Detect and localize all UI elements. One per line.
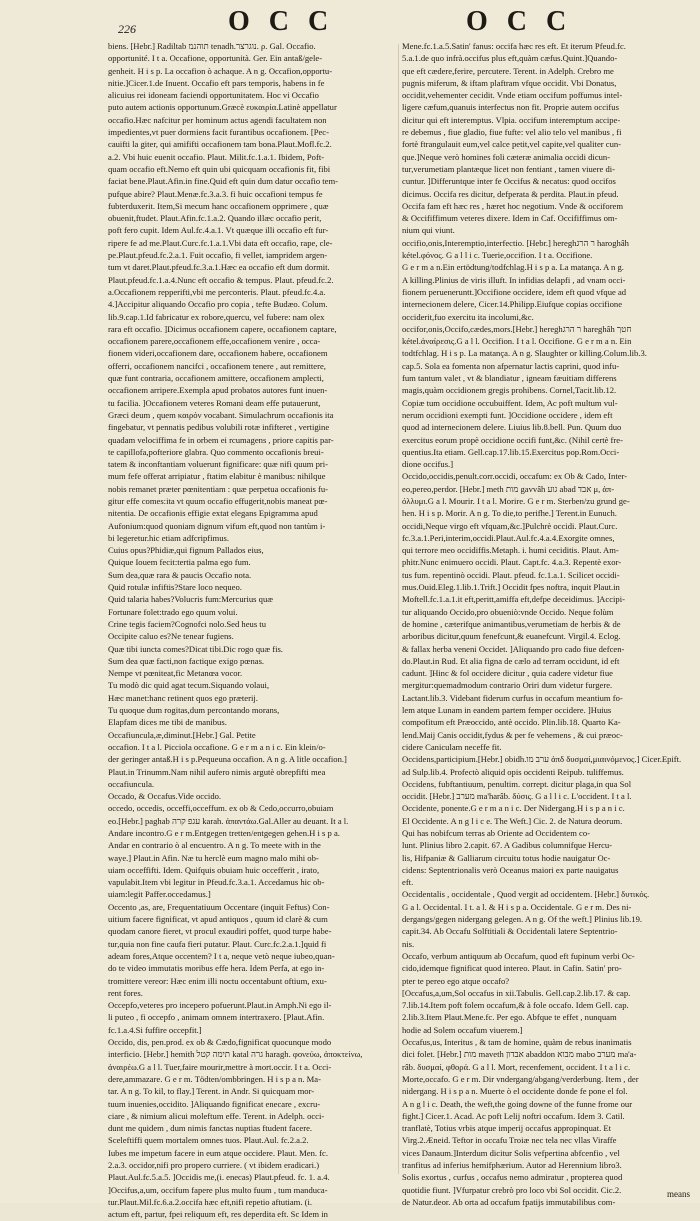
text-line: kétel.ἀναίρεσις.G a l l. Occifion. I t a l. Occifione. G e r m a n. Ein: [402, 336, 632, 347]
text-line: cido,idemque fignificat quod intereo. Plaut. in Cafin. Satin' pro-: [402, 963, 622, 974]
text-line: occifio,onis,Interemptio,interfectio. [Hebr.] hereghר הרג haroghâh: [402, 237, 629, 248]
text-line: râb. δυσμαί, φθορά. G a l l. Mort, recenfement, occident. I t a l i c.: [402, 1061, 631, 1072]
text-line: Lactant.lib.3. Videbant fiderum curfus in occafum meantium fo-: [402, 692, 623, 703]
text-line: dunt me quidem , dum nimis fanctas nuptias ftudent facere.: [108, 1123, 313, 1134]
text-line: El Occidente. A n g l i c e. The Weft.] Cic. 2. de Natura deorum.: [402, 815, 623, 826]
text-line: dicimus. Occifa res dicitur, defperata & perdita. Plaut.in pfeud.: [402, 188, 619, 199]
text-line: tur,quia non fine caufa fieri putatur. Plaut. Curc.fc.2.a.1.]quid fi: [108, 938, 327, 949]
text-line: fight.] Cicer.1. Acad. Ac poft Lelij noftri occafum. Idem 3. Catil.: [402, 1110, 625, 1121]
text-line: fortè ftrangulauit eum,vel calce petit,vel capite,vel qualiter cun-: [402, 139, 622, 150]
catchword: means: [667, 1189, 690, 1199]
text-line: eo,pereo,perdor. [Hebr.] meth מות gavvâh גוע abad אבד μ, ἀπ-: [402, 483, 615, 494]
page-number: 226: [118, 22, 136, 36]
text-line: Quid rotulæ infiftis?Stare loco nequeo.: [108, 582, 242, 593]
text-line: hodie ad Solem occafum viuerem.]: [402, 1024, 523, 1035]
text-line: eo.[Hebr.] paghab עגפ קרה karah. ἀπαντάω.Gal.Aller au deuant. It a l.: [108, 815, 349, 826]
text-line: lib.9.cap.1.Id fabricatur ex robore,quercu, vel fubere: nam olex: [108, 311, 325, 322]
text-line: Qui has nobifcum terras ab Oriente ad Occidentem co-: [402, 828, 591, 838]
text-line: fubterduxerit. Item,Si mecum hanc occafionem opprimere , quæ: [108, 200, 329, 211]
text-line: Moftell.fc.1.a.1.it eft,peritt,amiffa eft,defpe deceidimus. ]Accipi-: [402, 594, 625, 605]
text-line: A killing.Plinius de viris illuft. In infidias delapfi , ad vnam occi-: [402, 274, 626, 285]
text-line: fingebatur, vt pennatis pedibus volubili rotæ infifteret , vertigine: [108, 422, 330, 433]
text-line: occiderit,fuo exercitu ita incolumi,&c.: [402, 311, 534, 322]
text-line: que.]Neque verò homines foli cæteræ animalia occidi dicun-: [402, 151, 611, 162]
text-line: pter te pereo ego atque occafo?: [402, 975, 510, 986]
text-line: dergangs/gegen nidergang gelegen. A n g. Of the weft.] Plinius lib.19.: [402, 914, 643, 925]
text-line: tur.Plaut.Mil.fc.6.a.2.occifa hæc eft,nifi repetio aftutiam. (i.: [108, 1196, 313, 1207]
text-line: quodam canore fieret, vt procul exaudiri poffet, quod turpe habe-: [108, 926, 332, 937]
text-line: occidit. [Hebr.] מערב ma'harâb. δύσις. G a l l i c. L'occident. I t a l.: [402, 791, 632, 802]
text-line: Iubes me impetum facere in eum atque occidere. Plaut. Men. fc.: [108, 1147, 329, 1158]
text-line: Occipite caluo es?Ne tenear fugiens.: [108, 631, 234, 642]
text-line: occafio.Hæc nafcitur per hominum actus agendi facultatem non: [108, 114, 327, 125]
text-line: Occido, dis, pen.prod. ex ob & Cædo,fignificat quocunque modo: [108, 1037, 332, 1048]
text-line: tromittere vereor: Hæc enim illi noctu occentabunt oftium, exu-: [108, 975, 327, 986]
text-line: exercitus eorum propè occidione occifi funt,&c. (Nihil certè fre-: [402, 434, 623, 445]
text-line: quæ funt contraria, occafionem amittere, occafionem amplecti,: [108, 373, 324, 384]
text-line: quentius.Ita etiam. Gell.cap.17.lib.15.Exercitus pop.Rom.Occi-: [402, 446, 620, 457]
text-line: a.Occafionem repperifti,vbi me perconteris. Plaut. pfeud.fc.4.a.: [108, 286, 326, 297]
text-line: occafionem parere,occafionem effe,occafionem venire , occa-: [108, 336, 321, 347]
text-line: puto autem actionis opportunum.Græcè ευκαιρία.Latinè appellatur: [108, 102, 337, 113]
text-line: Elapfam dices me tibi de manibus.: [108, 717, 227, 728]
text-line: ciare , & nimium alicui moleftum effe. Terent. in Adelph. occi-: [108, 1110, 325, 1121]
text-line: tu facilia. ]Occafionem veteres Romani deam effe putauerunt,: [108, 397, 321, 408]
text-line: 7.lib.14.Item poft folem occafum,& à fole occafo. Idem Gell. cap.: [402, 1000, 629, 1011]
text-line: cap.5. Sola ea fomenta non afpernatur lactis caprini, quod infu-: [402, 360, 620, 371]
text-line: mum fefe offerat arripiatur , ftatim elabitur è manibus: nihilque: [108, 471, 326, 482]
text-line: nitentia. De occafionis effigie extat elegans Epigramma apud: [108, 508, 318, 519]
text-line: phitr.Nunc enimuero occidi. Plaut. Capt.fc. 4.a.3. Repentè exor-: [402, 557, 622, 568]
text-line: lem atque Lunam in eandem partem femper occidere. ]Huius: [402, 705, 612, 716]
text-line: adeam fores,Atque occentem? I t a, neque vetò neque iubeo,quan-: [108, 950, 335, 961]
text-line: offerri, occafionem nancifci , occafionem tenere , aut remittere,: [108, 360, 326, 371]
text-line: tar. A n g. To kil, to flay.] Terent. in Andr. Si quicquam mor-: [108, 1086, 315, 1097]
text-line: occafionem arripere.Exempla apud probatos autores funt inuen-: [108, 385, 328, 396]
text-line: occifor,onis,Occifo,cædes,mors.[Hebr.] hereghר הרג hareghâh חטך: [402, 323, 632, 334]
text-line: nobis remanet præter pœnitentiam : quæ perpetua occafionis fu-: [108, 483, 329, 494]
text-line: gitur effe comes:ita vt quum occafio effugerit,nobis maneat pœ-: [108, 495, 328, 506]
text-line: cidens: Septentrionalis verò Oceanus maiori ex parte nauigatus: [402, 864, 619, 875]
text-line: do te video immutatis moribus effe hera. Idem Perfa, at ego in-: [108, 963, 325, 974]
text-line: & Occififfimum veteres dixere. Idem in Caf. Occififfimus om-: [402, 213, 618, 224]
text-line: & fallax herba veneni Occidet. ]Aliquando pro cado fiue defcen-: [402, 643, 625, 654]
text-line: lend.Maij Canis occidit,fydus & per fe vehemens , & cui præoc-: [402, 729, 623, 740]
text-line: faciat bene.Plaut.Afin.in fine.Quid eft quin dum datur occafio tem-: [108, 176, 339, 187]
text-line: rara eft occafio. ]Dicimus occafionem capere, occafionem captare,: [108, 323, 337, 334]
text-line: qui terrore meo occidiffis.Metaph. i. humi ceciditis. Plaut. Am-: [402, 545, 619, 556]
text-line: fc.1.a.4.Si fuffire occepfit.]: [108, 1024, 202, 1035]
text-line: Occidentalis , occidentale , Quod vergit ad occidentem. [Hebr.] δυτικός.: [402, 889, 650, 900]
text-line: quod ad internecionem delere. Liuius lib.8.bell. Pun. Quum duo: [402, 422, 622, 433]
text-line: Occidens,participium.[Hebr.] obidh.ערב מו ἀπδ δυσμαί,μιαινόμενος.] Cicer.Epift.: [402, 754, 682, 765]
text-line: li puteo , fi occepfo , animam omnem intertraxero. [Plaut.Afin.: [108, 1012, 325, 1023]
text-line: pe.Plaut.pfeud.fc.2.a.1. Fuit occafio, fi vellet, iampridem argen-: [108, 250, 328, 261]
text-line: ]Occifus,a,um, occifum fapere plus multo fuum , tum manduca-: [108, 1184, 328, 1195]
text-line: Plaut.Aul.fc.5.a.5. ]Occidis me,(i. enecas) Plaut.pfeud. fc. 1. a.4.: [108, 1172, 330, 1183]
text-line: [Occafus,a,um,Sol occafus in xii.Tabulis. Gell.cap.2.lib.17. & cap.: [402, 987, 631, 998]
text-line: uiam occeffifti. Idem. Quifquis obuiam huic occefferit , irato,: [108, 864, 320, 875]
text-line: internecionem delere, Cicer.14.Philipp.Eiufque copias occifione: [402, 299, 623, 310]
text-line: Tu quoque dum rogitas,dum percontando morans,: [108, 705, 280, 716]
text-line: bi legeretur.hic etiam adfcripfimus.: [108, 532, 229, 543]
text-line: Virg.2.Æneid. Teftor in occafu Troiæ nec tela nec vllas Viraffe: [402, 1135, 617, 1146]
page-header: [0, 6, 700, 38]
text-line: impedientes,vt puer dormiens facit furantibus occafionem. [Pec-: [108, 127, 329, 138]
text-line: tuum inuenies,occidito. ]Aliquando fignificat enecare , excru-: [108, 1098, 321, 1109]
text-line: capit.34. Ab Occafu Solftitiali & Occidentali latere Septentrio-: [402, 926, 618, 937]
text-line: der geringer antaß.H i s p.Pequeuna occafion. A n g. A litle occafion.]: [108, 754, 347, 765]
text-line: todtfchlag. H i s p. La matança. A n g. Slaughter or killing.Colum.lib.3.: [402, 348, 647, 359]
text-line: Quique Iouem fecit:tertia palma ego fum.: [108, 557, 251, 568]
text-line: cidere Caniculam neceffe fit.: [402, 741, 502, 752]
text-line: dione occifus.]: [402, 459, 454, 470]
text-line: pufque abire? Plaut.Menæ.fc.3.a.3. fi huic occafioni tempus fe: [108, 188, 323, 199]
text-line: Fortunare folet:trado ego quum volui.: [108, 606, 238, 617]
running-head-left: O C C: [228, 6, 335, 37]
text-line: Crine tegis faciem?Cognofci nolo.Sed heus tu: [108, 618, 266, 629]
text-line: 2.a.3. occidor,nifi pro propero curriere. ( vt ibidem eradicari.): [108, 1160, 320, 1171]
text-line: Occidente, ponente.G e r m a n i c. Der Nidergang.H i s p a n i c.: [402, 803, 625, 814]
text-line: Plaut.in Trinumm.Nam nihil aufero nimis argutè obrepfifti mea: [108, 766, 326, 777]
text-line: magis,quàm occidionem gregis prohibens. Cornel,Tacit.lib.12.: [402, 385, 617, 396]
text-line: poft fero cupit. Idem Aul.fc.4.a.1. Vt quæque illi occafio eft fur-: [108, 225, 329, 236]
text-line: Sceleftiffi quem mortalem omnes tuos. Plaut.Aul. fc.2.a.2.: [108, 1135, 309, 1146]
text-line: biens. [Hebr.] Radiltab תוהנמ tenadh.נוגרצר. ρ. Gal. Occafio.: [108, 41, 316, 51]
text-line: Aufonium:quod quoniam dignum vifum eft,quod non tantùm i-: [108, 520, 326, 531]
text-line: obuenit,ftudet. Plaut.Afin.fc.1.a.2. Quando illæc occafio perit,: [108, 213, 322, 224]
text-line: mus.Ouid.Eleg.1.lib.1.Trift.] Occidit fpes noftra, inquit Plaut.in: [402, 582, 620, 593]
text-line: rent fores.: [108, 987, 143, 998]
text-line: tur,verumetiam plantæque licet non fentiant , tamen viuere di-: [402, 163, 615, 174]
text-line: Occado, & Occafus.Vide occido.: [108, 791, 222, 802]
text-line: actum eft, partur, fpei reliquum eft, res deperdita eft. Sc Idem in: [108, 1209, 328, 1220]
text-line: Græci deum , quem καιρόν vocabant. Simulachrum occafionis ita: [108, 409, 334, 420]
text-line: uitium facere fignificat, vt apud antiquos , quum id clarè & cum: [108, 914, 328, 925]
text-line: ad Sulp.lib.4. Profectò aliquid opis occidenti Reipub. tuliffemus.: [402, 766, 624, 777]
text-line: kétel.φόνος. G a l l i c. Tuerie,occifion. I t a. Occifione.: [402, 250, 593, 261]
text-line: Occafus,us, Interitus , & tam de homine, quàm de rebus inanimatis: [402, 1037, 632, 1048]
text-line: a.2. Vbi huic euenit occafio. Plaut. Milit.fc.1.a.1. Ibidem, Poft-: [108, 151, 325, 162]
text-line: occidi,Neque virgo eft vfquam,&c.]Pulchrè occidi. Plaut.Curc.: [402, 520, 618, 531]
text-line: Sum dea,quæ rara & paucis Occafio nota.: [108, 569, 252, 580]
text-line: Morte,occafo. G e r m. Dir vndergang/abgang/verderbung. Item , der: [402, 1073, 639, 1084]
text-line: Plaut.pfeud.fc.1.a.4.Nunc eft occafio & tempus. Plaut. pfeud.fc.2.: [108, 274, 334, 285]
text-line: cadunt. ]Hinc & fol occidere dicitur , quia cadere videtur fiue: [402, 668, 613, 679]
text-line: lis, Hifpaniæ & Galliarum circuitu totus hodie nauigatur Oc-: [402, 852, 611, 863]
text-line: nerum occidioni exempti funt. ]Occidione occidere , idem eft: [402, 409, 613, 420]
text-line: eft.: [402, 877, 414, 888]
text-line: Nempe vt pœniteat,fic Metanœa vocor.: [108, 668, 243, 679]
text-line: tranfitus ad inferius hemifphærium. Autor ad Herennium libro3.: [402, 1160, 622, 1171]
text-line: 2.lib.3.Item Plaut.Mene.fc. Per ego. Abfque te effet , nunquam: [402, 1012, 617, 1023]
text-line: dici folet. [Hebr.] מות maveth אבדון abaddon מבוא mabo מערב ma'a-: [402, 1049, 637, 1060]
text-line: re debemus , fiue gladio, fiue fufte: vel alio telo vel manibus , fi: [402, 127, 622, 138]
text-line: Occento ,as, are, Frequentatiuum Occentare (inquit Feftus) Con-: [108, 901, 330, 912]
text-line: Hæc manet:hanc retinent quos ego præterij.: [108, 692, 258, 703]
text-line: occedo, occedis, occeffi,occeffum. ex ob & Cedo,occurro,obuiam: [108, 803, 334, 814]
text-line: fionem videri,occafionem dare, occafionem habere, occafionem: [108, 348, 328, 359]
text-line: quotidie fiunt. ]Vfurpatur crebrò pro loco vbi Sol occidit. Cic.2.: [402, 1184, 622, 1195]
text-line: occafion. I t a l. Picciola occafione. G e r m a n i c. Ein klein/o-: [108, 741, 326, 752]
text-line: fum tantum valet , vt & blandiatur , igneam fæuitiam differens: [402, 373, 617, 384]
text-line: Occafo, verbum antiquum ab Occafum, quod eft fupinum verbi Oc-: [402, 950, 635, 961]
text-line: Occido,occidis,penult.corr.occidi, occafum: ex Ob & Cado, Inter-: [402, 471, 628, 482]
text-line: Copiæ tum occidione occubuiffent. Idem, Ac poft multum vul-: [402, 397, 618, 408]
text-line: Tu modò dic quid agat tecum.Siquando volaui,: [108, 680, 270, 691]
text-line: quadam velociffima fe in orbem ei rcumagens , priore capitis par-: [108, 434, 334, 445]
text-line: waye.] Plaut.in Afin. Næ tu herclè eum magno malo mihi ob-: [108, 852, 319, 863]
text-line: ligere cæfum,quanuis interfectus non fit. Proprie autem occifus: [402, 102, 619, 113]
text-line: Cuius opus?Phidiæ,qui fignum Pallados eius,: [108, 545, 264, 556]
text-line: G a l. Occidental. I t. a l. & H i s p a. Occidentale. G e r m. Des ni-: [402, 901, 632, 912]
text-line: uiam:legit Paffer.occedamus.]: [108, 889, 211, 900]
text-line: nidergang. H i s p a n. Muerte ò el occidente donde fe pone el fol.: [402, 1086, 628, 1097]
text-line: tum vt daret.Plaut.pfeud.fc.3.a.1.Hæc ea occafio eft dum dormit.: [108, 262, 330, 273]
text-line: dere,ammazare. G e r m. Tödten/ombbringen. H i s p a n. Ma-: [108, 1073, 321, 1084]
text-line: occafiuncula.: [108, 778, 155, 789]
text-line: tranflatè, Totius vrbis atque imperij occafus appropinquat. Et: [402, 1123, 612, 1134]
text-line: Occepfo,veteres pro incepero pofuerunt.Plaut.in Amph.Ni ego il-: [108, 1000, 332, 1011]
text-line: nium qui viunt.: [402, 225, 455, 236]
text-line: te capillofa,pofteriore glabra. Quo commento occafionis breui-: [108, 446, 324, 457]
text-line: hen. H i s p. Morir. A n g. To die,to perifhe.] Terent.in Eunuch.: [402, 508, 617, 519]
text-line: G e r m a n.Ein ertödtung/todfchlag.H i s p a. La matança. A n g.: [402, 262, 624, 273]
text-line: Andare incontro.G e r m.Entgegen tretten/entgegen gehen.H i s p a.: [108, 828, 340, 838]
text-line: 5.a.1.de quo infrà.occifus plus eft,quàm cæfus.Quint.]Quando-: [402, 53, 618, 64]
text-line: Quid talaria habes?Volucris fum:Mercurius quæ: [108, 594, 273, 605]
text-line: compofitum eft Præoccido, antè occido. Plin.lib.18. Quarto Ka-: [402, 717, 621, 728]
text-line: lunt. Plinius libro 2.capit. 67. A Gadibus columnifque Hercu-: [402, 840, 613, 851]
text-line: alicuius rei idoneam faciendi opportunitatem. Hoc vi Occafio: [108, 90, 319, 101]
text-line: de homine , cæterifque animantibus,verumetiam de herbis & de: [402, 618, 621, 629]
running-head-right: O C C: [466, 6, 573, 37]
text-line: Andar en contrario ò al encuentro. A n g. To meete with in the: [108, 840, 321, 851]
text-line: Occafiuncula,æ,diminut.[Hebr.] Gal. Petite: [108, 729, 256, 740]
text-line: Mene.fc.1.a.5.Satin' fanus: occifa hæc res eft. Et iterum Pfeud.fc.: [402, 41, 626, 51]
text-line: Occidens, fubftantiuum, penultim. corrept. dicitur plaga,in qua Sol: [402, 778, 632, 789]
text-line: de Natur.deor. Ab orta ad occafum fpatijs immutabilibus com-: [402, 1196, 616, 1207]
text-line: Quæ tibi iuncta comes?Dicat tibi.Dic rogo quæ fis.: [108, 643, 283, 654]
text-line: do.Plaut.in Rud. Et alia figna de cælo ad terram occidunt, id eft: [402, 655, 620, 666]
text-line: fionem perueneruntt.]Occifione occidere, idem eft quod vfque ad: [402, 286, 627, 297]
text-line: arboribus dicitur,quum fenefcunt,& euanefcunt. Virgil.4. Eclog.: [402, 631, 621, 642]
text-line: tur aliquando Occido,pro obueniò:vnde Occido. Neque folùm: [402, 606, 614, 617]
text-line: nis.: [402, 938, 415, 949]
text-line: fc.3.a.1.Peri,interim,occidi.Plaut.Aul.fc.4.a.4.Exorgite omnes,: [402, 532, 615, 543]
text-line: tatem & inconftantiam voluerunt fignificare: quæ nifi quum pri-: [108, 459, 329, 470]
text-line: A n g l i c. Death, the weft,the going downe of the funne frome our: [402, 1098, 633, 1109]
text-line: genheit. H i s p. La occafion ò achaque. A n g. Occafion,opportu-: [108, 65, 333, 76]
text-line: mergitur:quemadmodum contrario Oriri dum videtur furgere.: [402, 680, 613, 691]
text-line: interficio. [Hebr.] hemith תימה קטל katal גרה haragh. φονεύω, ἀποκτείνω,: [108, 1049, 363, 1060]
text-line: tus fum. repentinò occidi. Plaut. pfeud. fc.1.a.1. Scilicet occidi-: [402, 569, 620, 580]
text-line: quam occafio eft.Nemo eft quin ubi quicquam occafionis fit, fibi: [108, 163, 331, 174]
text-line: Solis exortus , curfus , occafus nemo admiratur , propterea quod: [402, 1172, 623, 1183]
text-line: όλλυμι.G a l. Mourir. I t a l. Morire. G e r m. Sterben/zu grund ge-: [402, 495, 630, 506]
text-line: ἀναιρέω.G a l l. Tuer,faire mourir,mettre à mort.occir. I t a. Occi-: [108, 1061, 332, 1072]
text-line: cauifti la giter, qui amififti occafionem tam bona.Plaut.Mofl.fc.2.: [108, 139, 332, 150]
text-line: ripere fe ad me.Plaut.Curc.fc.1.a.1.Vbi data eft occafio, rape, cle-: [108, 237, 333, 248]
text-line: 4.]Accipitur aliquando Occafio pro copia , tefte Budæo. Colum.: [108, 299, 328, 310]
text-line: que eft cædere,ferire, percutere. Terent. in Adelph. Crebro me: [402, 65, 614, 76]
text-line: vices Danaum.]Interdum dicitur Solis vefpertina abfcenfio , vel: [402, 1147, 620, 1158]
text-line: dicitur qui eft interemptus. Vlpia. occifum interemptum accipe-: [402, 114, 621, 125]
text-line: Sum dea quæ facti,non factique exigo pœnas.: [108, 655, 265, 666]
text-line: opportunité. I t a. Occafione, opportunità. Ger. Ein antaß/gele-: [108, 53, 323, 64]
text-line: vapulabit.Item vbi legitur in Pfeud.fc.3.a.1. Accedamus hic ob-: [108, 877, 325, 888]
text-line: cuntur. ]Differuntque inter fe Occifus & necatus: quod occifos: [402, 176, 616, 187]
left-text-column: [108, 40, 400, 1220]
text-line: Occifa fam eft hæc res , hæret hoc negotium. Vnde & occiforem: [402, 200, 624, 211]
text-line: occidit,vehementer cecidit. Vnde etiam occifum poffumus intel-: [402, 90, 623, 101]
text-line: nitie.]Cicer.1.de Inuent. Occafio eft pars temporis, habens in fe: [108, 77, 325, 88]
text-line: pugnis miferum, & iftam plaftram vfque occidit. Vbi Donatus,: [402, 77, 617, 88]
